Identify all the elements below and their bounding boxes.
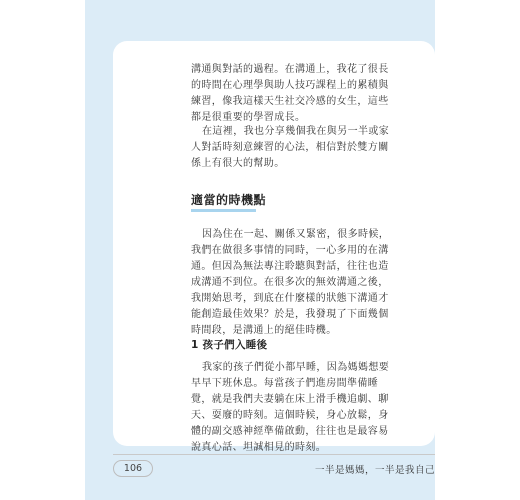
footer-divider (113, 454, 435, 455)
subsection-heading: 1 孩子們入睡後 (191, 339, 268, 351)
book-title: 一半是媽媽，一半是我自己 (314, 465, 435, 476)
paragraph-2: 在這裡，我也分享幾個我在與另一半或家人對話時刻意練習的心法，相信對於雙方關係上有很大的幫助。 (191, 126, 390, 169)
body-text-block-3 (191, 227, 397, 339)
page-number-badge: 106 (113, 460, 153, 477)
section-heading-underline (191, 209, 256, 212)
body-text-block-1 (191, 62, 397, 126)
body-text-block-2 (191, 124, 397, 172)
paragraph-4: 我家的孩子們從小都早睡，因為媽媽想要早早下班休息。每當孩子們進房間準備睡覺，就是我們夫妻躺在床上滑手機追劇、聊天、耍廢的時刻。這個時候，身心放鬆，身體的副交感神經準備啟動，往往也是最容易說真心話、坦誠相見的時刻。 (191, 362, 390, 453)
paragraph-3: 因為住在一起、關係又緊密，很多時候，我們在做很多事情的同時，一心多用的在溝通。但因為無法專注聆聽與對話，往往也造成溝通不到位。在很多次的無效溝通之後，我開始思考，到底在什麼樣的狀態下溝通才能創造最佳效果？於是，我發現了下面幾個時間段，是溝通上的絕佳時機。 (191, 229, 390, 336)
section-heading: 適當的時機點 (191, 193, 267, 207)
body-text-block-4 (191, 360, 397, 456)
paragraph-1: 溝通與對話的過程。在溝通上，我花了很長的時間在心理學與助人技巧課程上的累積與練習，像我這樣天生社交冷感的女生，這些都是很重要的學習成長。 (191, 64, 389, 123)
